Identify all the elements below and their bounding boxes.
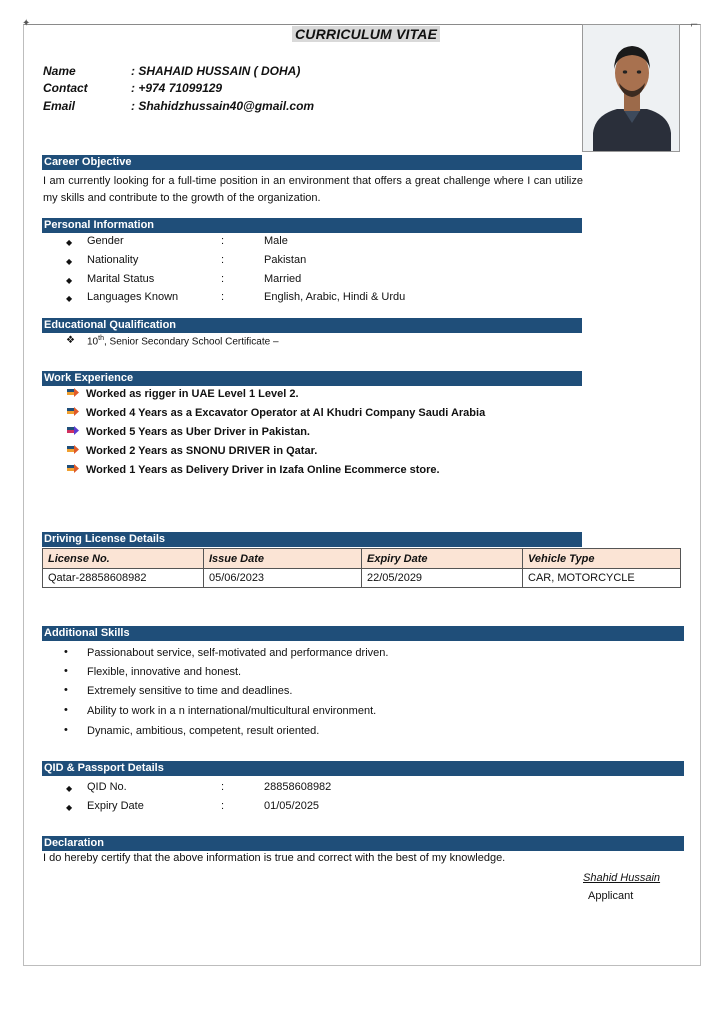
- table-cell: CAR, MOTORCYCLE: [523, 569, 681, 588]
- corner-mark-icon: ✦: [22, 18, 31, 29]
- career-objective-text: I am currently looking for a full-time position in an environment that offers a great challenge where I can utilize my skills and contribute to the growth of the organization.: [43, 175, 583, 204]
- info-separator: :: [221, 273, 225, 285]
- work-item: [67, 445, 317, 457]
- section-header-declaration: Declaration: [42, 836, 684, 851]
- section-header-personal: Personal Information: [42, 218, 582, 233]
- contact-value: : SHAHAID HUSSAIN ( DOHA): [131, 64, 301, 78]
- diamond-bullet-icon: ◆: [66, 238, 73, 247]
- contact-label: Email: [43, 99, 76, 113]
- work-item-text: Worked 1 Years as Delivery Driver in Izafa Online Ecommerce store.: [86, 464, 440, 476]
- table-row: [43, 569, 681, 588]
- skill-item: Flexible, innovative and honest.: [87, 666, 242, 678]
- skill-item: Dynamic, ambitious, competent, result oriented.: [87, 725, 320, 737]
- applicant-label: Applicant: [588, 890, 634, 902]
- section-header-license: Driving License Details: [42, 532, 582, 547]
- info-label: QID No.: [87, 781, 127, 793]
- skill-item: Passionabout service, self-motivated and performance driven.: [87, 647, 389, 659]
- contact-label: Contact: [43, 81, 88, 95]
- info-value: 28858608982: [264, 781, 332, 793]
- info-value: Married: [264, 273, 302, 285]
- column-header: License No.: [43, 549, 204, 569]
- section-header-work: Work Experience: [42, 371, 582, 386]
- column-header: Issue Date: [204, 549, 362, 569]
- table-cell: Qatar-28858608982: [43, 569, 204, 588]
- info-value: English, Arabic, Hindi & Urdu: [264, 291, 406, 303]
- work-item: [67, 426, 310, 438]
- contact-label: Name: [43, 64, 76, 78]
- info-label: Expiry Date: [87, 800, 144, 812]
- work-item-text: Worked 4 Years as a Excavator Operator at Al Khudri Company Saudi Arabia: [86, 407, 486, 419]
- arrow-bullet-icon: [67, 388, 80, 400]
- section-header-qid: QID & Passport Details: [42, 761, 684, 776]
- info-separator: :: [221, 254, 225, 266]
- info-value: Male: [264, 235, 288, 247]
- section-header-education: Educational Qualification: [42, 318, 582, 333]
- work-item-text: Worked as rigger in UAE Level 1 Level 2.: [86, 388, 299, 400]
- bullet-dot-icon: •: [64, 646, 68, 658]
- table-header-row: [43, 549, 681, 569]
- contact-value: : Shahidzhussain40@gmail.com: [131, 99, 315, 113]
- arrow-bullet-icon: [67, 445, 80, 457]
- diamond-bullet-icon: ◆: [66, 294, 73, 303]
- work-item-text: Worked 2 Years as SNONU DRIVER in Qatar.: [86, 445, 318, 457]
- work-item: [67, 388, 299, 400]
- info-value: 01/05/2025: [264, 800, 320, 812]
- info-label: Languages Known: [87, 291, 179, 303]
- work-item: [67, 464, 440, 476]
- bullet-dot-icon: •: [64, 704, 68, 716]
- info-separator: :: [221, 235, 225, 247]
- section-header-career: Career Objective: [42, 155, 582, 170]
- arrow-bullet-icon: [67, 426, 80, 438]
- contact-value: : +974 71099129: [131, 81, 223, 95]
- info-separator: :: [221, 800, 225, 812]
- education-certificate: , Senior Secondary School Certificate –: [103, 336, 279, 348]
- bullet-dot-icon: •: [64, 684, 68, 696]
- document-title: CURRICULUM VITAE: [292, 26, 440, 42]
- education-item: [87, 335, 279, 347]
- info-label: Gender: [87, 235, 124, 247]
- bullet-dot-icon: •: [64, 724, 68, 736]
- diamond-bullet-icon: ◆: [66, 257, 73, 266]
- education-grade-suffix: th: [98, 335, 104, 342]
- work-item-text: Worked 5 Years as Uber Driver in Pakistan.: [86, 426, 310, 438]
- four-diamond-bullet-icon: ❖: [66, 335, 75, 346]
- bullet-dot-icon: •: [64, 665, 68, 677]
- signature: Shahid Hussain: [583, 872, 661, 884]
- arrow-bullet-icon: [67, 407, 80, 419]
- table-cell: 05/06/2023: [204, 569, 362, 588]
- profile-photo: [582, 24, 680, 152]
- info-separator: :: [221, 291, 225, 303]
- skill-item: Extremely sensitive to time and deadlines.: [87, 685, 293, 697]
- info-label: Marital Status: [87, 273, 155, 285]
- section-header-skills: Additional Skills: [42, 626, 684, 641]
- info-separator: :: [221, 781, 225, 793]
- corner-mark-icon: ⌐: [690, 20, 699, 31]
- info-label: Nationality: [87, 254, 139, 266]
- education-grade: 10: [87, 336, 99, 348]
- skill-item: Ability to work in a n international/multicultural environment.: [87, 705, 377, 717]
- info-value: Pakistan: [264, 254, 307, 266]
- diamond-bullet-icon: ◆: [66, 276, 73, 285]
- license-table: [42, 548, 681, 588]
- work-item: [67, 407, 485, 419]
- column-header: Vehicle Type: [523, 549, 681, 569]
- declaration-text: I do hereby certify that the above information is true and correct with the best of my knowledge.: [43, 852, 506, 864]
- diamond-bullet-icon: ◆: [66, 784, 73, 793]
- arrow-bullet-icon: [67, 464, 80, 476]
- column-header: Expiry Date: [362, 549, 523, 569]
- table-cell: 22/05/2029: [362, 569, 523, 588]
- diamond-bullet-icon: ◆: [66, 803, 73, 812]
